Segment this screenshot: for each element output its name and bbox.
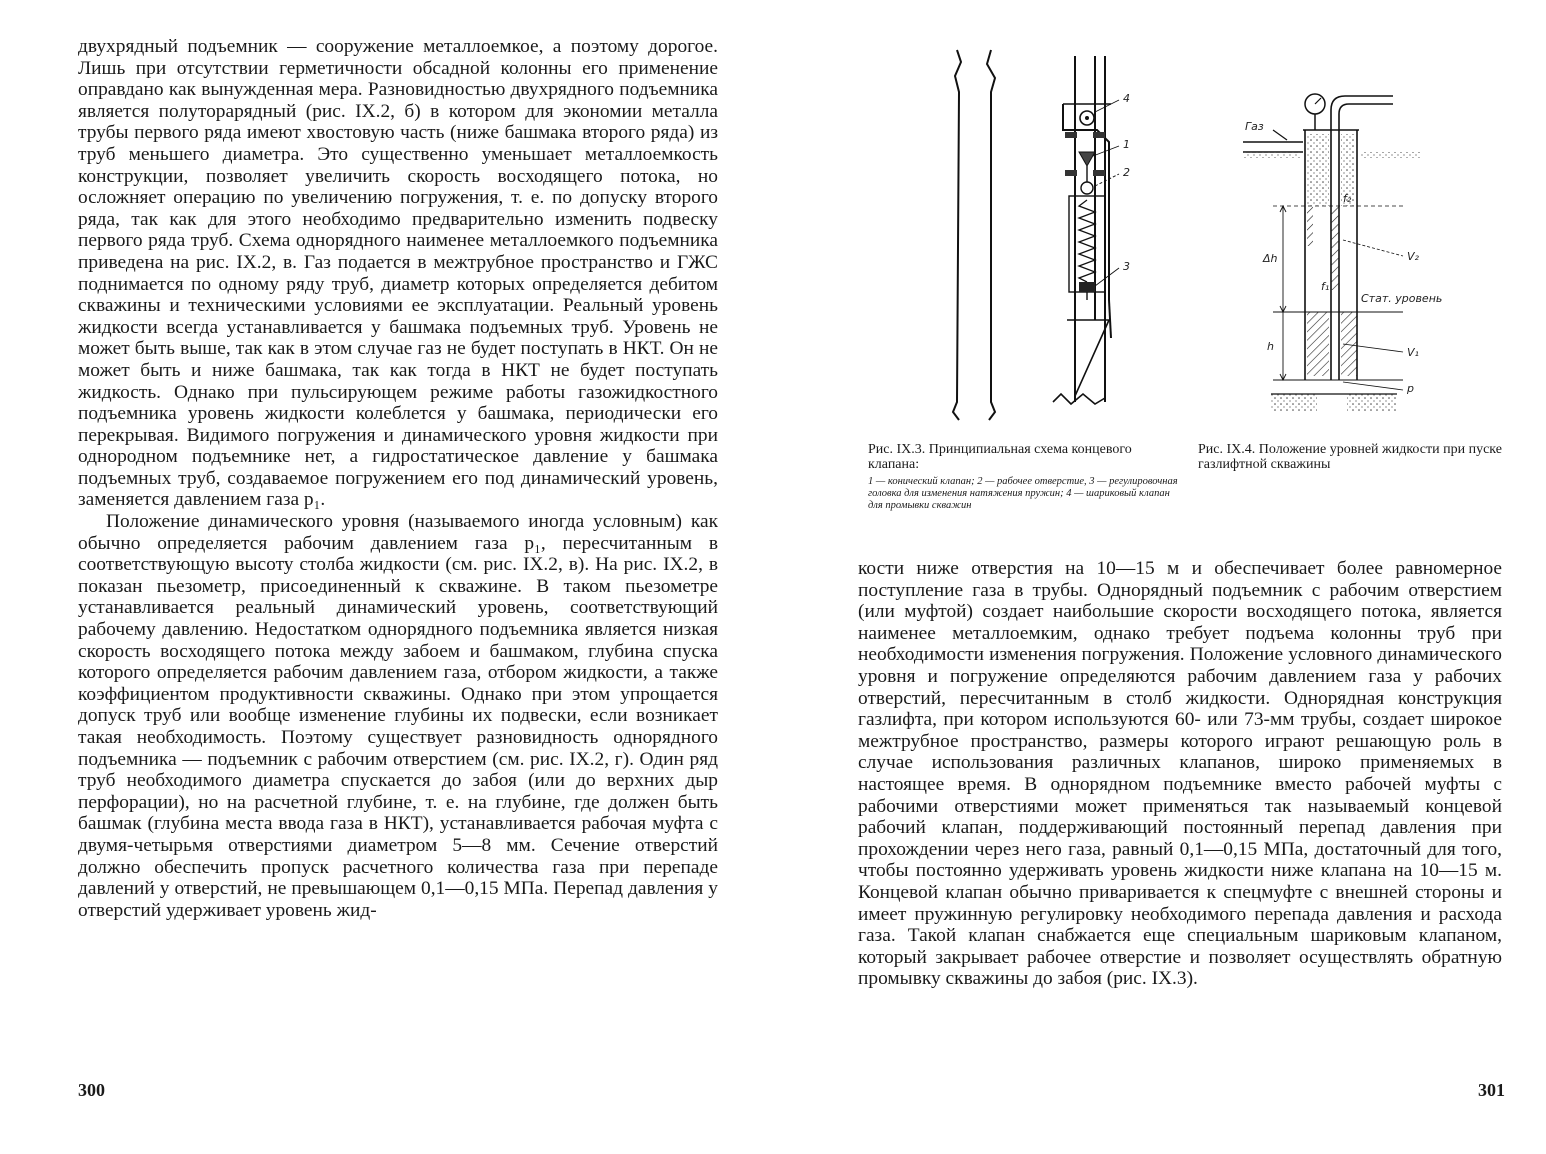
fig4-label-f1: f₁ — [1321, 280, 1330, 293]
fig3-label-2: 2 — [1123, 166, 1130, 179]
right-page — [773, 0, 1546, 1154]
end-valve-drawing — [943, 42, 1163, 422]
fig3-label-3: 3 — [1123, 260, 1130, 273]
fig4-label-dh: Δh — [1263, 252, 1278, 265]
page-number-right: 301 — [1478, 1080, 1505, 1100]
fig4-label-h: h — [1267, 340, 1274, 353]
fig4-label-f2: f₂ — [1343, 192, 1352, 205]
figure-ix3-caption-legend: 1 — конический клапан; 2 — рабочее отверстие, 3 — регулировочная головка для изменения натяжения пружин; 4 — шариковый клапан для промывки скважин — [868, 476, 1178, 511]
figure-ix3-caption-title: Рис. IX.3. Принципиальная схема концевого клапана: — [868, 442, 1132, 472]
right-text-column — [858, 558, 1502, 990]
fig4-label-v2: V₂ — [1407, 250, 1419, 263]
figure-ix4-liquid-levels-diagram — [1243, 90, 1473, 420]
left-paragraph-2: Положение динамического уровня (называемого иногда условным) как обычно определяется рабочим давлением газа p₁, пересчитанным в соответствующую высоту столба жидкости (см. рис. IX.2, в). На рис. IX.2, в показан пьезометр, присоединенный к скважине. В таком пьезометре устанавливается реальный динамический уровень, соответствующий рабочему давлению. Недостатком однорядного подъемника является низкая скорость восходящего потока между забоем и башмаком, глубина спуска которого определяется рабочим давлением газа, отбором жидкости, а также коэффициентом продуктивности скважины. Однако при этом упрощается допуск труб или вообще изменение глубины их подвески, если возникает такая необходимость. Поэтому существует разновидность однорядного подъемника — подъемник с рабочим отверстием (см. рис. IX.2, г). Один ряд труб необходимого диаметра спускается до забоя (или до верхних дыр перфорации), но на расчетной глубине, т. е. на глубине, где должен быть башмак (глубина места ввода газа в НКТ), устанавливается рабочая муфта с двумя-четырьмя отверстиями диаметром 5—8 мм. Сечение отверстий должно обеспечить пропуск расчетного количества газа при перепаде давлений у отверстий, не превышающем 0,1—0,15 МПа. Перепад давления у отверстий удерживает уровень жид- — [78, 511, 718, 921]
liquid-levels-drawing — [1243, 90, 1473, 420]
figure-ix4-caption-title: Рис. IX.4. Положение уровней жидкости при пуске газлифтной скважины — [1198, 442, 1502, 472]
fig3-label-4: 4 — [1123, 92, 1130, 105]
left-text-column — [78, 36, 718, 921]
fig4-label-gas: Газ — [1245, 120, 1264, 133]
figure-ix3-end-valve-diagram — [943, 42, 1163, 422]
fig3-label-1: 1 — [1123, 138, 1130, 151]
left-paragraph-1: двухрядный подъемник — сооружение металлоемкое, а поэтому дорогое. Лишь при отсутствии герметичности обсадной колонны его применение оправдано как вынужденная мера. Разновидностью двухрядного подъемника является полуторарядный (рис. IX.2, б) в котором для экономии металла трубы первого ряда имеют хвостовую часть (ниже башмака второго ряда) из труб меньшего диаметра. Это существенно уменьшает металлоемкость конструкции, позволяет увеличить скорость восходящего потока, но осложняет операцию по увеличению погружения, т. е. по допуску второго ряда, так как для этого необходимо предварительно изменить подвеску первого ряда труб. Схема однорядного наименее металлоемкого подъемника приведена на рис. IX.2, в. Газ подается в межтрубное пространство и ГЖС поднимается по одному ряду труб, диаметр которых определяется дебитом скважины и техническими условиями ее эксплуатации. Реальный уровень жидкости всегда устанавливается у башмака подъемных труб. Уровень не может быть выше, так как в этом случае газ не будет поступать в НКТ. Он не может быть и ниже башмака, так как тогда в НКТ не будет поступать жидкость. Однако при пульсирующем режиме работы газожидкостного подъемника уровень жидкости колеблется у башмака, периодически его перекрывая. Видимого погружения и динамического уровня жидкости при однородном подъемнике нет, а гидростатическое давление у башмака подъемных труб, создаваемое погружением его под динамический уровень, заменяется давлением газа p₁. — [78, 36, 718, 511]
right-paragraph-1: кости ниже отверстия на 10—15 м и обеспечивает более равномерное поступление газа в трубы. Однорядный подъемник с рабочим отверстием (или муфтой) создает наибольшие скорости восходящего потока, является наименее металлоемким, однако требует подъема колонны труб при необходимости изменения погружения. Положение условного динамического уровня и погружение определяются рабочим давлением газа у рабочих отверстий, пересчитанным в столб жидкости. Однорядная конструкция газлифта, при котором используются 60- или 73-мм трубы, создает широкое межтрубное пространство, размеры которого играют решающую роль в случае использования различных клапанов, широко применяемых в настоящее время. В однорядном подъемнике вместо рабочей муфты с рабочими отверстиями может применяться так называемый концевой рабочий клапан, поддерживающий постоянный перепад давления при прохождении через него газа, равный 0,1—0,15 МПа, достаточный для того, чтобы постоянно удерживать уровень жидкости ниже клапана на 10—15 м. Концевой клапан обычно приваривается к спецмуфте с внешней стороны и имеет пружинную регулировку необходимого перепада давления и расхода газа. Такой клапан снабжается еще специальным шариковым клапаном, который закрывает рабочее отверстие и позволяет осуществлять обратную промывку скважины до забоя (рис. IX.3). — [858, 558, 1502, 990]
fig4-label-static-level: Стат. уровень — [1361, 292, 1443, 305]
fig4-label-v1: V₁ — [1407, 346, 1419, 359]
fig4-label-p: p — [1407, 382, 1414, 395]
figure-ix3-caption — [868, 442, 1178, 512]
figure-ix4-caption — [1198, 442, 1508, 472]
page-number-left: 300 — [78, 1080, 105, 1100]
